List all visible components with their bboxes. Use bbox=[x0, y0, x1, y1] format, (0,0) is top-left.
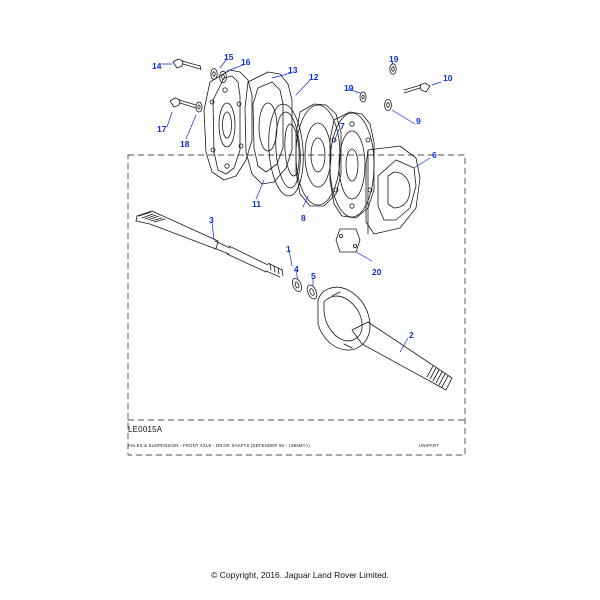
callout-11: 11 bbox=[252, 199, 261, 209]
callout-5: 5 bbox=[311, 271, 316, 281]
callout-16: 16 bbox=[241, 57, 251, 67]
callout-1: 1 bbox=[286, 244, 291, 254]
callout-2: 2 bbox=[409, 330, 414, 340]
part-18-washer bbox=[196, 102, 202, 112]
callout-9: 9 bbox=[416, 116, 421, 126]
part-1-cv-joint bbox=[318, 287, 370, 350]
callout-7: 7 bbox=[340, 121, 345, 131]
part-9-washer bbox=[385, 99, 392, 110]
drawing-code: LE0015A bbox=[128, 425, 163, 434]
part-4-washer bbox=[290, 277, 303, 293]
copyright-notice: © Copyright, 2016. Jaguar Land Rover Limited. bbox=[211, 570, 389, 580]
callout-4: 4 bbox=[294, 264, 299, 274]
callout-15: 15 bbox=[224, 52, 234, 62]
callout-18: 18 bbox=[180, 139, 190, 149]
callout-19-upper: 19 bbox=[389, 54, 399, 64]
callout-19-lower: 19 bbox=[344, 83, 354, 93]
callout-17: 17 bbox=[157, 124, 167, 134]
part-20-retainer-plate bbox=[336, 229, 360, 252]
part-10-bolt bbox=[404, 83, 430, 93]
part-17-bolt bbox=[170, 98, 196, 108]
diagram-frame bbox=[128, 155, 465, 455]
callout-8: 8 bbox=[301, 213, 306, 223]
part-15-washer bbox=[211, 69, 217, 80]
callout-12: 12 bbox=[309, 72, 319, 82]
callout-3: 3 bbox=[209, 215, 214, 225]
part-19-washer-upper bbox=[390, 64, 396, 74]
callout-14: 14 bbox=[152, 61, 162, 71]
brand-mark: UNIPART bbox=[419, 443, 440, 448]
callout-6: 6 bbox=[432, 150, 437, 160]
callout-20: 20 bbox=[372, 267, 382, 277]
callout-10: 10 bbox=[443, 73, 453, 83]
part-7-drive-member bbox=[330, 112, 374, 218]
part-2-stub-shaft bbox=[352, 322, 452, 390]
drawing-caption: AXLES & SUSPENSION - FRONT AXLE - DRIVE SHAFTS (DEFENDER 90 - 1995MY>) bbox=[128, 443, 311, 448]
part-5-circlip bbox=[305, 284, 319, 301]
part-19-washer-lower bbox=[360, 92, 366, 102]
callout-13: 13 bbox=[288, 65, 298, 75]
part-13-stub-axle-housing bbox=[204, 70, 252, 180]
part-14-bolt bbox=[173, 59, 201, 70]
